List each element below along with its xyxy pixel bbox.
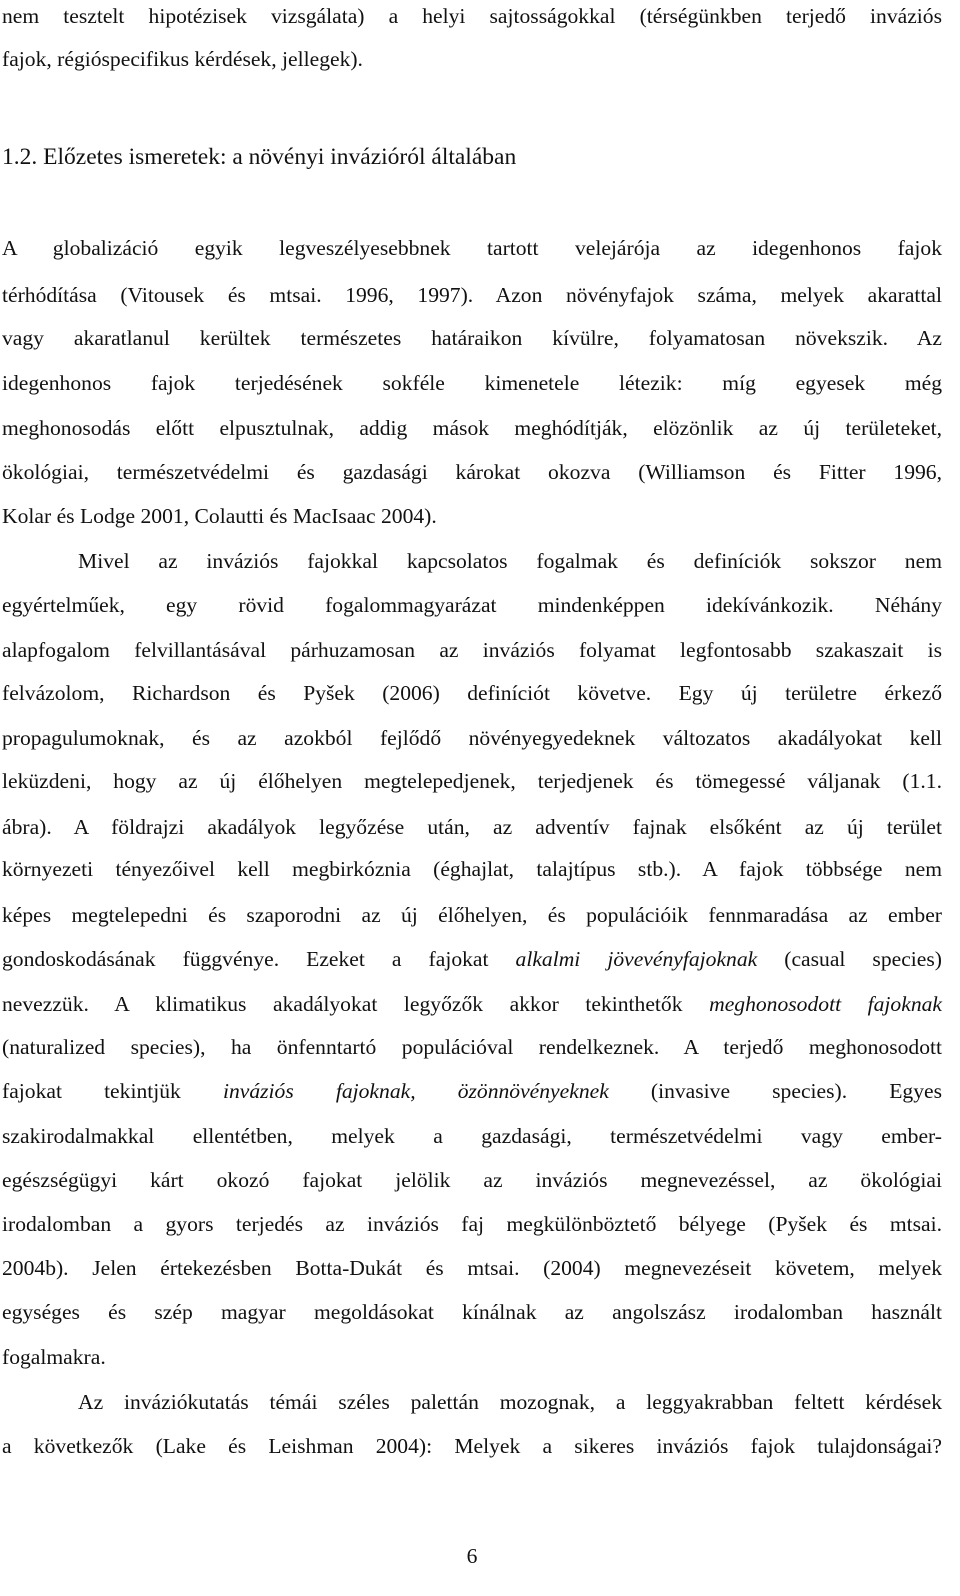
text-line: irodalomban a gyors terjedés az inváziós faj megkülönböztető bélyege (Pyšek és mtsai. bbox=[2, 1212, 942, 1236]
text-line bbox=[2, 943, 942, 975]
text-span: fajokat tekintjük bbox=[2, 1079, 223, 1103]
text-line: alapfogalom felvillantásával párhuzamosan az inváziós folyamat legfontosabb szakaszait is bbox=[2, 638, 942, 662]
text-line: fajok, régióspecifikus kérdések, jellegek). bbox=[2, 47, 363, 71]
page-number: 6 bbox=[466, 1544, 478, 1568]
text-span: (invasive species). Egyes bbox=[608, 1079, 942, 1103]
text-line: nem tesztelt hipotézisek vizsgálata) a helyi sajtosságokkal (térségünkben terjedő inváziós bbox=[2, 4, 942, 28]
text-line: egészségügyi kárt okozó fajokat jelölik az inváziós megnevezéssel, az ökológiai bbox=[2, 1168, 942, 1192]
emphasized-term: meghonosodott fajoknak bbox=[709, 992, 942, 1016]
text-line: meghonosodás előtt elpusztulnak, addig mások meghódítják, elözönlik az új területeket, bbox=[2, 416, 942, 440]
text-line: fogalmakra. bbox=[2, 1345, 106, 1369]
text-span: gondoskodásának függvénye. Ezeket a fajokat bbox=[2, 947, 516, 971]
text-line: szakirodalmakkal ellentétben, melyek a gazdasági, természetvédelmi vagy ember- bbox=[2, 1124, 942, 1148]
text-line: vagy akaratlanul kerültek természetes határaikon kívülre, folyamatosan növekszik. Az bbox=[2, 326, 942, 350]
text-line: egyértelműek, egy rövid fogalommagyarázat mindenképpen idekívánkozik. Néhány bbox=[2, 593, 942, 617]
text-line: leküzdeni, hogy az új élőhelyen megtelepedjenek, terjedjenek és tömegessé váljanak (1.1. bbox=[2, 769, 942, 793]
text-line: térhódítása (Vitousek és mtsai. 1996, 1997). Azon növényfajok száma, melyek akarattal bbox=[2, 283, 942, 307]
text-line: Kolar és Lodge 2001, Colautti és MacIsaac 2004). bbox=[2, 504, 437, 528]
text-line: a következők (Lake és Leishman 2004): Melyek a sikeres inváziós fajok tulajdonságai? bbox=[2, 1434, 942, 1458]
text-line bbox=[2, 988, 942, 1020]
text-span: (casual species) bbox=[757, 947, 942, 971]
text-line: ábra). A földrajzi akadályok legyőzése után, az adventív fajnak elsőként az új terület bbox=[2, 815, 942, 839]
emphasized-term: alkalmi jövevényfajoknak bbox=[515, 947, 758, 971]
text-line: Mivel az inváziós fajokkal kapcsolatos fogalmak és definíciók sokszor nem bbox=[78, 549, 942, 573]
text-line: képes megtelepedni és szaporodni az új élőhelyen, és populációik fennmaradása az ember bbox=[2, 903, 942, 927]
text-line: idegenhonos fajok terjedésének sokféle kimenetele létezik: míg egyesek még bbox=[2, 371, 942, 395]
text-span: nevezzük. A klimatikus akadályokat legyőzők akkor tekinthetők bbox=[2, 992, 710, 1016]
text-line: propagulumoknak, és az azokból fejlődő növényegyedeknek változatos akadályokat kell bbox=[2, 726, 942, 750]
text-line: felvázolom, Richardson és Pyšek (2006) definíciót követve. Egy új területre érkező bbox=[2, 681, 942, 705]
text-line: környezeti tényezőivel kell megbirkóznia (éghajlat, talajtípus stb.). A fajok többsége nem bbox=[2, 857, 942, 881]
text-line bbox=[2, 1075, 942, 1107]
text-line: (naturalized species), ha önfenntartó populációval rendelkeznek. A terjedő meghonosodott bbox=[2, 1035, 942, 1059]
text-line: 2004b). Jelen értekezésben Botta-Dukát és mtsai. (2004) megnevezéseit követem, melyek bbox=[2, 1256, 942, 1280]
text-line: ökológiai, természetvédelmi és gazdasági károkat okozva (Williamson és Fitter 1996, bbox=[2, 460, 942, 484]
text-line: A globalizáció egyik legveszélyesebbnek tartott velejárója az idegenhonos fajok bbox=[2, 236, 942, 260]
text-line: egységes és szép magyar megoldásokat kínálnak az angolszász irodalomban használt bbox=[2, 1300, 942, 1324]
emphasized-term: inváziós fajoknak, özönnövényeknek bbox=[222, 1079, 609, 1103]
section-heading: 1.2. Előzetes ismeretek: a növényi invázióról általában bbox=[2, 144, 517, 170]
text-line: Az inváziókutatás témái széles palettán mozognak, a leggyakrabban feltett kérdések bbox=[78, 1390, 942, 1414]
